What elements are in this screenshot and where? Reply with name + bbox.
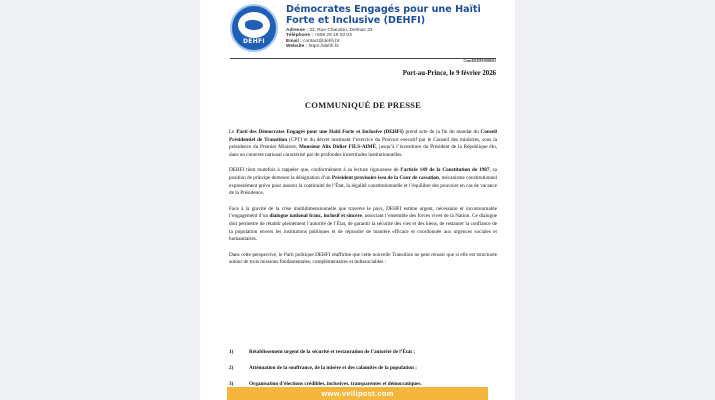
reference-number: Com/DEHFI/0009/02 [463,59,496,63]
party-name: Démocrates Engagés pour une Haïti Forte et Inclusive (DEHFI) [286,4,481,26]
press-release-page [200,0,515,400]
paragraph-3: Face à la gravité de la crise multidimensionnelle que traverse le pays, DEHFI estime urgent, nécessaire et incontournable l’engagement d’un dialogue national franc, inclusif et sincère, associant l’ensemble des forces vives de la Nation. Ce dialogue doit permettre de rétablir pleinement l’autorité de l’État, de garantir la sécurité des vies et des biens, de restaurer la confiance de la population envers les institutions publiques et de répondre de manière efficace et coordonnée aux urgences sociales et humanitaires. [229,205,497,243]
letterhead [230,2,500,54]
contact-website: Website : https://dehfi.ht [286,44,339,50]
paragraph-1: Le Parti des Démocrates Engagés pour une Haïti Forte et Inclusive (DEHFI) prend acte de la fin du mandat du Conseil Présidentiel de Transition (CPT) et du décret instituant l’exercice du Pouvoir exécutif par le Conseil des ministres, sous la présidence du Premier Ministre, Monsieur Alix Didier FILS-AIMÉ, jusqu’à l’investiture du Président de la République élu, dans un contexte national caractérisé par de profondes incertitudes institutionnelles. [229,129,498,159]
logo-wordmark: DEHFI [243,38,265,45]
document-body [229,129,497,275]
document-title: COMMUNIQUÉ DE PRESSE [304,100,422,110]
paragraph-2: DEHFI tient toutefois à rappeler que, conformément à sa lecture rigoureuse de l’article 149 de la Constitution de 1987, sa position de principe demeure la désignation d’un Président provisoire issu de la Cour de cassation, mécanisme constitutionnel expressément prévu pour assurer la continuité de l’État, la légalité constitutionnelle et l’équilibre des pouvoirs en cas de vacance de la Présidence. [229,167,497,197]
party-logo [230,4,278,52]
contact-phone: Téléphone : +509 29 19 03 03 [286,33,352,39]
contact-email: Email : contact@dehfi.ht [286,38,340,44]
contact-address: Adresse : 33, Rue Chandou, Delmas 33 [286,28,373,33]
contact-block [286,28,486,50]
haiti-map-icon [238,12,270,38]
dateline: Port-au-Prince, le 9 février 2026 [402,70,496,77]
source-watermark-banner[interactable]: www.vellipost.com [227,387,488,400]
paragraph-4: Dans cette perspective, le Parti politique DEHFI réaffirme que cette nouvelle Transition ne peut réussir que si elle est structurée autour de trois missions fondamentales, complémentaires et indissociables : [229,251,497,266]
mission-item: 1) Rétablissement urgent de la sécurité et restauration de l’autorité de l’État ; [229,349,416,355]
mission-item: 3) Organisation d’élections crédibles, inclusives, transparentes et démocratiques. [229,381,422,387]
mission-item: 2) Atténuation de la souffrance, de la misère et des calamités de la population ; [229,365,417,371]
